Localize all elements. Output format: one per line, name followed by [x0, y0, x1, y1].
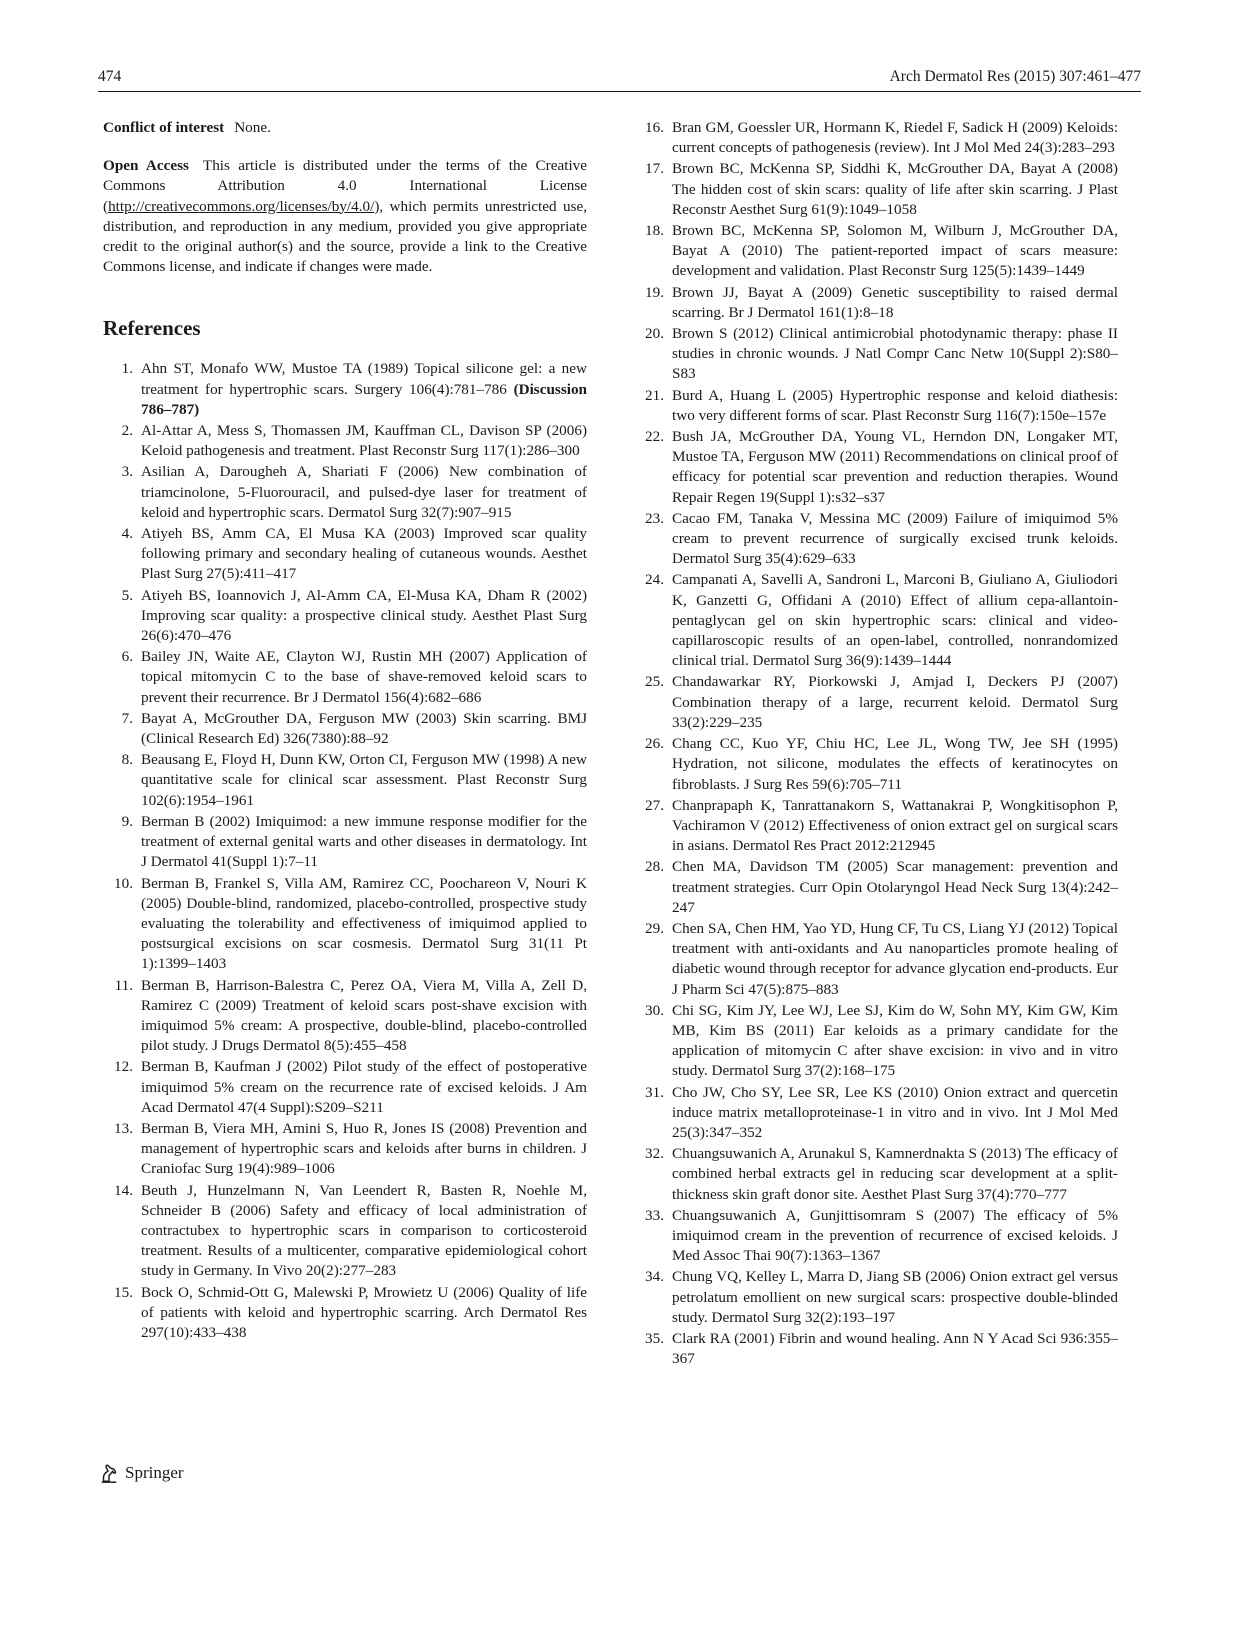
reference-number: 4. — [121, 525, 133, 543]
reference-text: Asilian A, Darougheh A, Shariati F (2006) New combination of triamcinolone, 5-Fluorouracil, and pulsed-dye laser for treatment of keloid and hypertrophic scars. Dermatol Surg 32(7):907–915 — [141, 463, 587, 521]
reference-text: Al-Attar A, Mess S, Thomassen JM, Kauffman CL, Davison SP (2006) Keloid pathogenesis and treatment. Plast Reconstr Surg 117(1):286–300 — [141, 422, 587, 460]
reference-number: 32. — [645, 1145, 664, 1163]
reference-item — [103, 812, 587, 873]
reference-item — [634, 857, 1118, 918]
publisher-name: Springer — [125, 1463, 184, 1482]
open-access-text-before: This article is distributed under the terms of the Creative Commons Attribution 4.0 International License ( — [103, 157, 587, 215]
references-heading: References — [103, 316, 201, 341]
conflict-label: Conflict of interest — [103, 119, 225, 136]
reference-item — [634, 1206, 1118, 1267]
reference-number: 28. — [645, 858, 664, 876]
reference-item — [634, 919, 1118, 1000]
reference-text: Chen SA, Chen HM, Yao YD, Hung CF, Tu CS, Liang YJ (2012) Topical treatment with anti-oxidants and Au nanoparticles promote healing of diabetic wound through receptor for advance glycation end-products. Eur J Pharm Sci 47(5):875–883 — [672, 919, 1118, 998]
reference-item — [634, 221, 1118, 282]
page-number: 474 — [98, 68, 122, 85]
reference-text: Chuangsuwanich A, Gunjittisomram S (2007) The efficacy of 5% imiquimod cream in the prevention of recurrence of excised keloids. J Med Assoc Thai 90(7):1363–1367 — [672, 1206, 1118, 1265]
reference-text: Chuangsuwanich A, Arunakul S, Kamnerdnakta S (2013) The efficacy of combined herbal extracts gel in reducing scar development at a split-thickness skin graft donor site. Aesthet Plast Surg 37(4):770–777 — [672, 1145, 1118, 1203]
reference-text: Bock O, Schmid-Ott G, Malewski P, Mrowietz U (2006) Quality of life of patients with keloid and hypertrophic scarring. Arch Dermatol Res 297(10):433–438 — [141, 1283, 587, 1341]
reference-text: Chandawarkar RY, Piorkowski J, Amjad I, Deckers PJ (2007) Combination therapy of a large, recurrent keloid. Dermatol Surg 33(2):229–235 — [672, 673, 1118, 731]
reference-item — [103, 1119, 587, 1180]
reference-item — [103, 1181, 587, 1282]
reference-item — [634, 570, 1118, 671]
reference-number: 16. — [645, 119, 664, 136]
reference-text: Atiyeh BS, Amm CA, El Musa KA (2003) Improved scar quality following primary and secondary healing of cutaneous wounds. Aesthet Plast Surg 27(5):411–417 — [141, 525, 587, 583]
reference-text: Berman B, Kaufman J (2002) Pilot study of the effect of postoperative imiquimod 5% cream on the recurrence rate of excised keloids. J Am Acad Dermatol 47(4 Suppl):S209–S211 — [141, 1058, 587, 1116]
springer-horse-icon — [98, 1462, 120, 1484]
reference-text: Bush JA, McGrouther DA, Young VL, Herndon DN, Longaker MT, Mustoe TA, Ferguson MW (2011) Recommendations on clinical proof of efficacy for potential scar prevention and reduction therapies. Wound Repair Regen 19(Suppl 1):s32–s37 — [672, 428, 1118, 506]
reference-number: 24. — [645, 571, 664, 589]
reference-item — [103, 462, 587, 523]
conflict-of-interest — [103, 118, 587, 138]
reference-number: 15. — [114, 1283, 133, 1301]
reference-number: 6. — [121, 648, 133, 666]
reference-number: 3. — [121, 463, 133, 481]
reference-number: 25. — [645, 673, 664, 691]
reference-item — [634, 509, 1118, 570]
reference-item — [634, 427, 1118, 508]
reference-text: Berman B, Harrison-Balestra C, Perez OA, Viera M, Villa A, Zell D, Ramirez C (2009) Treatment of keloid scars post-shave excision with imiquimod 5% cream: A prospective, double-blind, placebo-controlled pilot study. J Drugs Dermatol 8(5):455–458 — [141, 976, 587, 1055]
reference-number: 29. — [645, 919, 664, 937]
reference-number: 10. — [114, 874, 133, 892]
page-footer — [98, 1460, 184, 1486]
reference-number: 31. — [645, 1083, 664, 1101]
reference-text: Chang CC, Kuo YF, Chiu HC, Lee JL, Wong TW, Jee SH (1995) Hydration, not silicone, modulates the effects of keratinocytes on fibroblasts. J Surg Res 59(6):705–711 — [672, 735, 1118, 793]
reference-item — [634, 1001, 1118, 1082]
reference-text: Brown BC, McKenna SP, Siddhi K, McGrouther DA, Bayat A (2008) The hidden cost of skin scars: quality of life after skin scarring. J Plast Reconstr Aesthet Surg 61(9):1049–1058 — [672, 160, 1118, 218]
reference-number: 33. — [645, 1206, 664, 1224]
reference-item — [103, 647, 587, 708]
reference-item — [103, 359, 587, 420]
reference-number: 11. — [114, 976, 133, 994]
reference-number: 22. — [645, 428, 664, 446]
reference-number: 27. — [645, 796, 664, 814]
open-access-text-after: ), which permits unrestricted use, distribution, and reproduction in any medium, provided you give appropriate credit to the original author(s) and the source, provide a link to the Creative Commons license, and indicate if changes were made. — [103, 197, 587, 276]
reference-text: Beuth J, Hunzelmann N, Van Leendert R, Basten R, Noehle M, Schneider B (2006) Safety and efficacy of local administration of contractubex to hypertrophic scars in comparison to corticosteroid treatment. Results of a multicenter, comparative epidemiological cohort study in Germany. In Vivo 20(2):277–283 — [141, 1181, 587, 1280]
reference-number: 19. — [645, 283, 664, 301]
reference-text: Campanati A, Savelli A, Sandroni L, Marconi B, Giuliano A, Giuliodori K, Ganzetti G, Offidani A (2010) Effect of allium cepa-allantoin-pentaglycan gel on skin hypertrophic scars: clinical and video-capillaroscopic results of an open-label, controlled, nonrandomized clinical trial. Dermatol Surg 36(9):1439–1444 — [672, 571, 1118, 670]
reference-text: Cho JW, Cho SY, Lee SR, Lee KS (2010) Onion extract and quercetin induce matrix metalloproteinase-1 in vitro and in vivo. Int J Mol Med 25(3):347–352 — [672, 1083, 1118, 1141]
reference-text: Bran GM, Goessler UR, Hormann K, Riedel F, Sadick H (2009) Keloids: current concepts of pathogenesis (review). Int J Mol Med 24(3):283–293 — [672, 119, 1118, 157]
reference-text: Brown S (2012) Clinical antimicrobial photodynamic therapy: phase II studies in chronic wounds. J Natl Compr Canc Netw 10(Suppl 2):S80–S83 — [672, 325, 1118, 383]
reference-text: Berman B, Viera MH, Amini S, Huo R, Jones IS (2008) Prevention and management of hypertrophic scars and keloids after burns in children. J Craniofac Surg 19(4):989–1006 — [141, 1119, 587, 1178]
reference-number: 35. — [645, 1329, 664, 1347]
left-column — [103, 118, 587, 1344]
license-link[interactable]: http://creativecommons.org/licenses/by/4.0/ — [108, 197, 375, 215]
reference-item — [634, 283, 1118, 323]
reference-number: 23. — [645, 509, 664, 527]
reference-number: 2. — [121, 422, 133, 440]
reference-text: Berman B (2002) Imiquimod: a new immune response modifier for the treatment of external genital warts and other diseases in dermatology. Int J Dermatol 41(Suppl 1):7–11 — [141, 812, 587, 871]
reference-number: 34. — [645, 1268, 664, 1286]
reference-number: 8. — [121, 751, 133, 769]
reference-item — [634, 1267, 1118, 1328]
reference-number: 9. — [121, 812, 133, 830]
reference-number: 14. — [114, 1181, 133, 1199]
reference-text: Bailey JN, Waite AE, Clayton WJ, Rustin MH (2007) Application of topical mitomycin C to the base of shave-removed keloid scars to prevent their recurrence. Br J Dermatol 156(4):682–686 — [141, 648, 587, 706]
reference-item — [103, 421, 587, 461]
conflict-text: None. — [234, 119, 271, 136]
reference-text: Bayat A, McGrouther DA, Ferguson MW (2003) Skin scarring. BMJ (Clinical Research Ed) 326(7380):88–92 — [141, 709, 587, 748]
reference-item — [634, 1329, 1118, 1369]
reference-text: Chen MA, Davidson TM (2005) Scar management: prevention and treatment strategies. Curr Opin Otolaryngol Head Neck Surg 13(4):242–247 — [672, 858, 1118, 916]
reference-text: Burd A, Huang L (2005) Hypertrophic response and keloid diathesis: two very different forms of scar. Plast Reconstr Surg 116(7):150e–157e — [672, 386, 1118, 424]
reference-number: 26. — [645, 735, 664, 753]
reference-text: Clark RA (2001) Fibrin and wound healing. Ann N Y Acad Sci 936:355–367 — [672, 1329, 1118, 1368]
reference-item — [103, 709, 587, 749]
reference-item — [103, 750, 587, 811]
reference-number: 12. — [114, 1058, 133, 1076]
reference-item — [634, 159, 1118, 220]
header-divider — [98, 91, 1141, 92]
reference-item — [634, 1144, 1118, 1205]
reference-text: Chung VQ, Kelley L, Marra D, Jiang SB (2006) Onion extract gel versus petrolatum emollient on new surgical scars: prospective double-blinded study. Dermatol Surg 32(2):193–197 — [672, 1268, 1118, 1326]
open-access-statement — [103, 156, 587, 277]
reference-text: Brown BC, McKenna SP, Solomon M, Wilburn J, McGrouther DA, Bayat A (2010) The patient-reported impact of scars measure: development and validation. Plast Reconstr Surg 125(5):1439–1449 — [672, 222, 1118, 280]
reference-item — [103, 874, 587, 975]
reference-bold-note: (Discussion 786–787) — [141, 380, 587, 418]
reference-item — [103, 1057, 587, 1118]
reference-list-left — [103, 359, 587, 1343]
open-access-label: Open Access — [103, 157, 189, 175]
reference-text: Cacao FM, Tanaka V, Messina MC (2009) Failure of imiquimod 5% cream to prevent recurrence of surgically excised trunk keloids. Dermatol Surg 35(4):629–633 — [672, 509, 1118, 568]
reference-number: 20. — [645, 325, 664, 343]
reference-item — [634, 324, 1118, 385]
reference-number: 18. — [645, 222, 664, 240]
reference-item — [634, 796, 1118, 857]
reference-item — [103, 586, 587, 647]
reference-text: Chanprapaph K, Tanrattanakorn S, Wattanakrai P, Wongkitisophon P, Vachiramon V (2012) Effectiveness of onion extract gel on surgical scars in asians. Dermatol Res Pract 2012:212945 — [672, 796, 1118, 855]
reference-text: Beausang E, Floyd H, Dunn KW, Orton CI, Ferguson MW (1998) A new quantitative scale for clinical scar assessment. Plast Reconstr Surg 102(6):1954–1961 — [141, 751, 587, 809]
reference-item — [103, 524, 587, 585]
reference-number: 21. — [645, 386, 664, 404]
reference-text: Chi SG, Kim JY, Lee WJ, Lee SJ, Kim do W, Sohn MY, Kim GW, Kim MB, Kim BS (2011) Ear keloids as a primary candidate for the application of mitomycin C after shave excision: in vivo and in vitro study. Dermatol Surg 37(2):168–175 — [672, 1001, 1118, 1080]
reference-text: Ahn ST, Monafo WW, Mustoe TA (1989) Topical silicone gel: a new treatment for hypertrophic scars. Surgery 106(4):781–786 — [141, 360, 587, 398]
reference-number: 1. — [121, 360, 133, 378]
page-header — [98, 64, 1141, 90]
reference-item — [103, 1283, 587, 1344]
reference-text: Atiyeh BS, Ioannovich J, Al-Amm CA, El-Musa KA, Dham R (2002) Improving scar quality: a prospective clinical study. Aesthet Plast Surg 26(6):470–476 — [141, 586, 587, 645]
reference-item — [634, 1083, 1118, 1144]
reference-item — [634, 386, 1118, 426]
reference-number: 7. — [121, 709, 133, 727]
reference-text: Brown JJ, Bayat A (2009) Genetic susceptibility to raised dermal scarring. Br J Dermatol 161(1):8–18 — [672, 283, 1118, 321]
reference-list-right — [634, 118, 1118, 1369]
reference-number: 17. — [645, 160, 664, 178]
reference-text: Berman B, Frankel S, Villa AM, Ramirez CC, Poochareon V, Nouri K (2005) Double-blind, randomized, placebo-controlled, prospective study evaluating the tolerability and effectiveness of imiquimod applied to postsurgical excisions on scar cosmesis. Dermatol Surg 31(11 Pt 1):1399–1403 — [141, 874, 587, 973]
reference-item — [634, 734, 1118, 795]
reference-item — [103, 976, 587, 1057]
reference-number: 5. — [121, 586, 133, 604]
journal-reference: Arch Dermatol Res (2015) 307:461–477 — [889, 68, 1141, 85]
reference-number: 30. — [645, 1001, 664, 1019]
right-column — [634, 118, 1118, 1370]
reference-item — [634, 672, 1118, 733]
reference-item — [634, 118, 1118, 158]
reference-number: 13. — [114, 1119, 133, 1137]
